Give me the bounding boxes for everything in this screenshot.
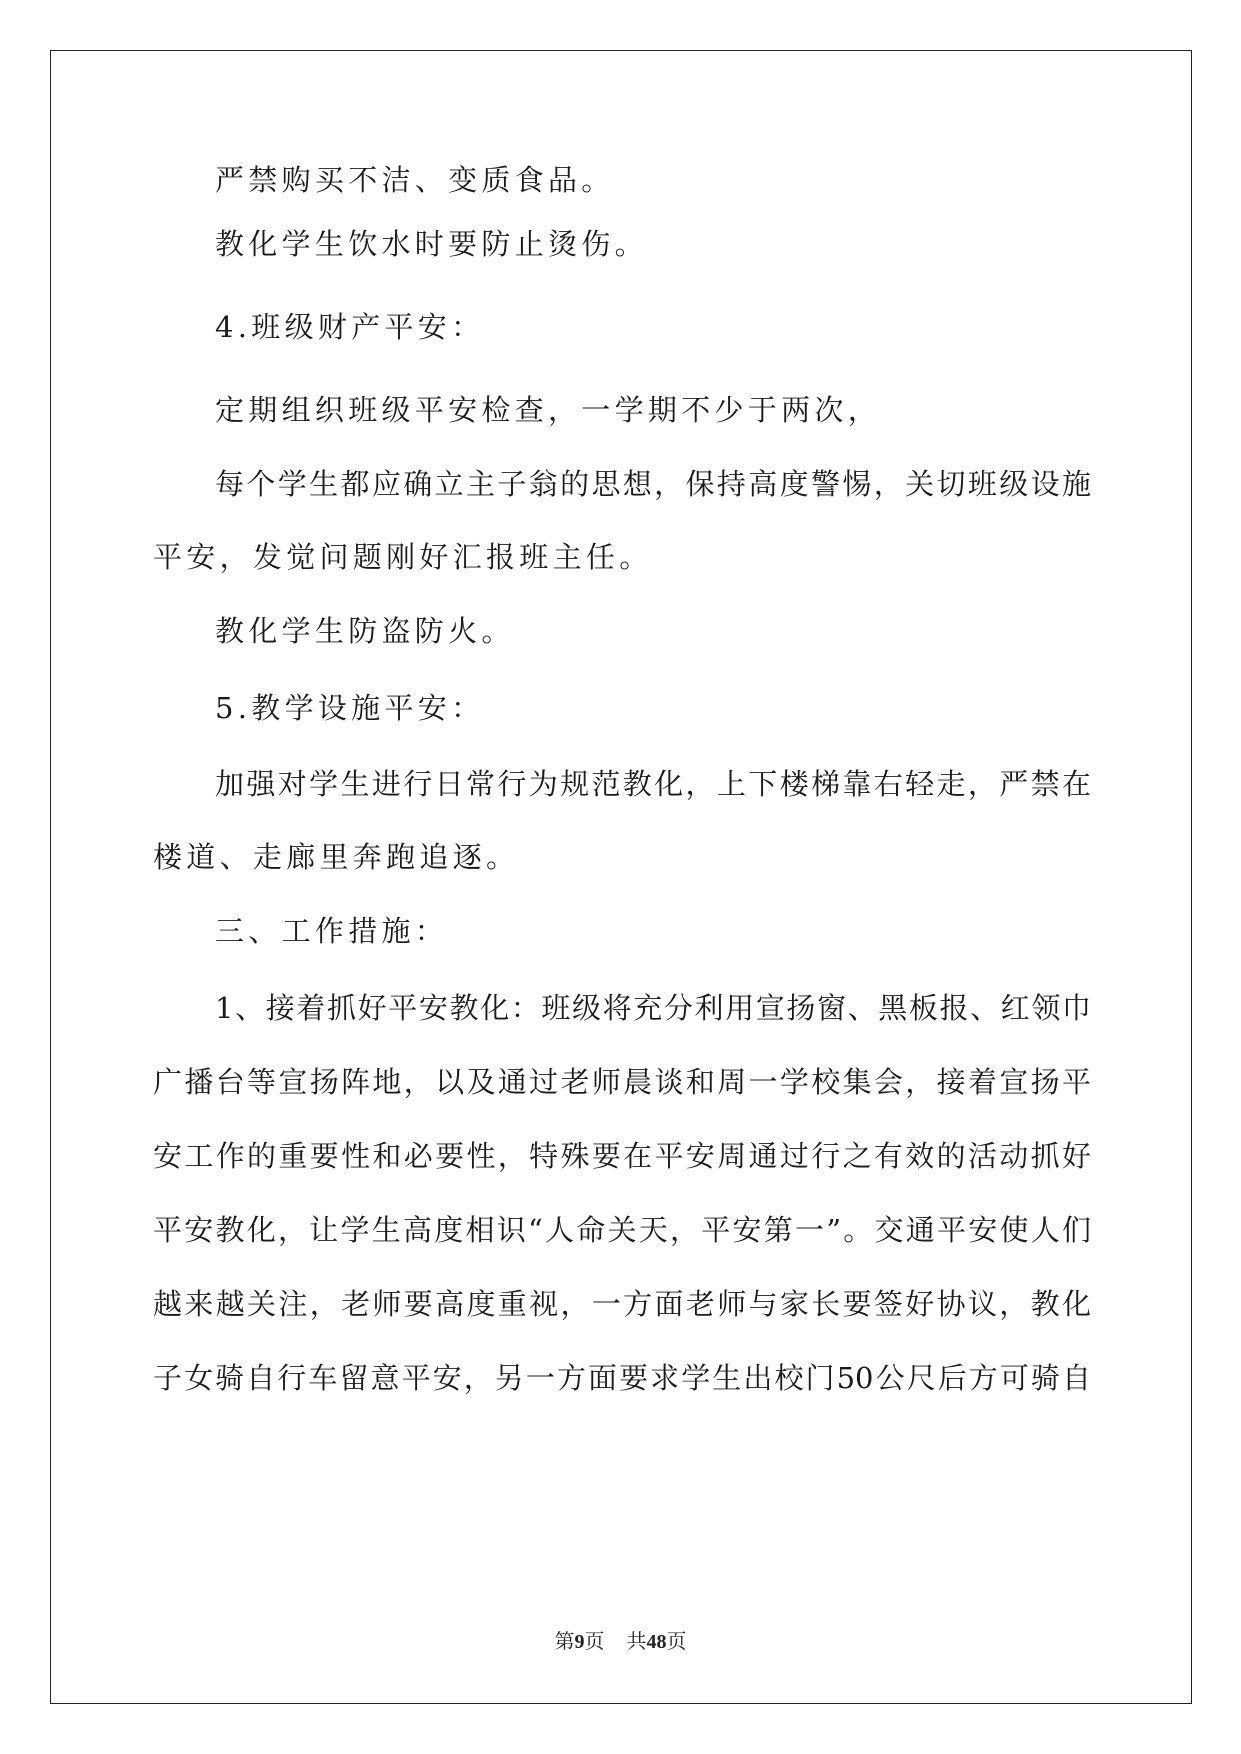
paragraph-line: 教化学生防盗防火。 [215, 614, 515, 648]
total-prefix: 共 [626, 1629, 647, 1653]
paragraph-line: 安工作的重要性和必要性，特殊要在平安周通过行之有效的活动抓好 [153, 1139, 1091, 1173]
section-heading: 4.班级财产平安： [215, 310, 485, 344]
paragraph-line: 平安教化，让学生高度相识“人命关天，平安第一”。交通平安使人们 [153, 1213, 1091, 1247]
paragraph-line: 越来越关注，老师要高度重视，一方面老师与家长要签好协议，教化 [153, 1287, 1091, 1321]
page-footer [0, 1628, 1241, 1655]
paragraph-line: 1、接着抓好平安教化：班级将充分利用宣扬窗、黑板报、红领巾 [215, 991, 1091, 1025]
section-heading: 5.教学设施平安： [215, 691, 485, 725]
page-prefix: 第 [554, 1629, 575, 1653]
paragraph-line: 子女骑自行车留意平安，另一方面要求学生出校门50公尺后方可骑自 [153, 1361, 1091, 1395]
paragraph-line: 广播台等宣扬阵地，以及通过老师晨谈和周一学校集会，接着宣扬平 [153, 1065, 1091, 1099]
page-border [50, 50, 1192, 1704]
page-suffix: 页 [584, 1629, 605, 1653]
paragraph-line: 每个学生都应确立主子翁的思想，保持高度警惕，关切班级设施 [215, 467, 1091, 501]
paragraph-line: 严禁购买不洁、变质食品。 [215, 163, 615, 197]
paragraph-line: 定期组织班级平安检查，一学期不少于两次， [215, 393, 882, 427]
paragraph-line: 加强对学生进行日常行为规范教化，上下楼梯靠右轻走，严禁在 [215, 767, 1091, 801]
paragraph-line: 楼道、走廊里奔跑追逐。 [153, 840, 520, 874]
total-pages: 48 [646, 1631, 667, 1653]
page-number: 9 [574, 1631, 585, 1653]
paragraph-line: 平安，发觉问题刚好汇报班主任。 [153, 540, 653, 574]
paragraph-line: 教化学生饮水时要防止烫伤。 [215, 227, 648, 261]
section-heading: 三、工作措施： [215, 914, 449, 948]
total-suffix: 页 [666, 1629, 687, 1653]
